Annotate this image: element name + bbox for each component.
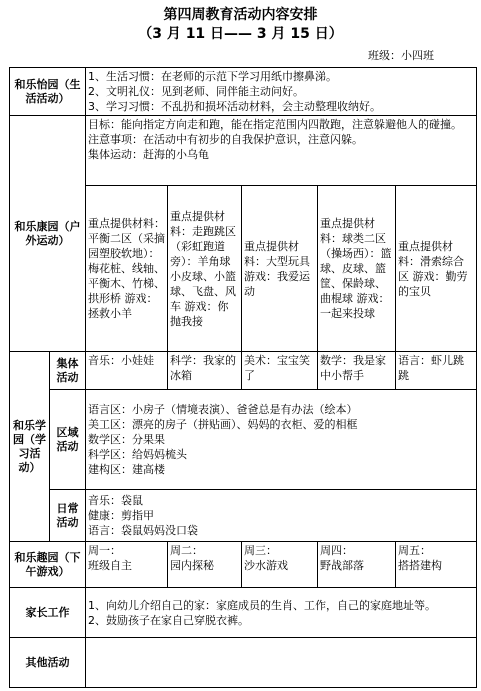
class-label: 班级：小四班	[368, 49, 434, 62]
other-label: 其他活动	[10, 638, 86, 688]
daily-line: 健康：剪指甲	[88, 509, 154, 522]
learning-label: 和乐学园（学习活动）	[10, 352, 50, 542]
game-cell	[242, 542, 318, 588]
game-name: 班级自主	[88, 559, 132, 572]
game-day: 周五：	[398, 544, 431, 557]
daily-content	[86, 490, 477, 542]
area-label: 区域活动	[50, 390, 86, 490]
other-content	[86, 638, 477, 688]
game-name: 园内探秘	[170, 559, 214, 572]
area-line: 数学区：分果果	[88, 433, 165, 446]
daily-row	[10, 490, 477, 542]
life-label: 和乐怡园（生活活动）	[10, 68, 86, 116]
game-cell	[86, 542, 168, 588]
collective-label: 集体活动	[50, 352, 86, 390]
game-name: 沙水游戏	[244, 559, 288, 572]
game-day: 周二：	[170, 544, 203, 557]
outdoor-material-cell: 重点提供材料：平衡二区（采摘园塑胶软地）：梅花桩、线轴、平衡木、竹梯、拱形桥 游戏：拯救小羊	[86, 186, 168, 352]
area-line: 美工区：漂亮的房子（拼贴画）、妈妈的衣柜、爱的相框	[88, 418, 358, 431]
life-line: 1、生活习惯：在老师的示范下学习用纸巾擦鼻涕。	[88, 70, 337, 83]
daily-line: 语言：袋鼠妈妈没口袋	[88, 524, 198, 537]
parents-row	[10, 588, 477, 638]
game-cell	[168, 542, 242, 588]
outdoor-material-cell: 重点提供材料：走跑跳区（彩虹跑道旁）：羊角球 小皮球、小篮球、飞盘、风车 游戏：你抛我接	[168, 186, 242, 352]
area-line: 科学区：给妈妈梳头	[88, 448, 187, 461]
daily-label: 日常活动	[50, 490, 86, 542]
game-cell	[396, 542, 477, 588]
collective-cell: 音乐：小娃娃	[86, 352, 168, 390]
area-row	[10, 390, 477, 490]
games-label: 和乐趣园（下午游戏）	[10, 542, 86, 588]
game-name: 野战部落	[320, 559, 364, 572]
game-name: 搭搭建构	[398, 559, 442, 572]
collective-cell: 语言：虾儿跳跳	[396, 352, 477, 390]
game-cell	[318, 542, 396, 588]
life-content	[86, 68, 477, 116]
outdoor-group: 集体运动：赶海的小乌龟	[88, 148, 209, 161]
life-row	[10, 68, 477, 116]
parents-label: 家长工作	[10, 588, 86, 638]
area-line: 语言区：小房子（情境表演）、爸爸总是有办法（绘本）	[88, 403, 358, 416]
outdoor-row	[10, 116, 477, 186]
date-range: （3 月 11 日—— 3 月 15 日）	[138, 26, 343, 42]
life-line: 3、学习习惯：不乱扔和损坏活动材料，会主动整理收纳好。	[88, 100, 381, 113]
outdoor-material-cell: 重点提供材料：大型玩具 游戏：我爱运动	[242, 186, 318, 352]
collective-cell: 数学：我是家中小帮手	[318, 352, 396, 390]
outdoor-info	[86, 116, 477, 186]
parents-content	[86, 588, 477, 638]
area-content	[86, 390, 477, 490]
schedule-table	[9, 67, 477, 688]
collective-cell: 美术：宝宝笑了	[242, 352, 318, 390]
game-day: 周四：	[320, 544, 353, 557]
outdoor-material-cell: 重点提供材料：球类二区（操场西）：篮球、皮球、篮筐、保龄球、曲棍球 游戏：一起来投球	[318, 186, 396, 352]
game-day: 周三：	[244, 544, 277, 557]
life-line: 2、文明礼仪：见到老师、同伴能主动问好。	[88, 85, 304, 98]
daily-line: 音乐：袋鼠	[88, 494, 143, 507]
outdoor-material-cell: 重点提供材料：滑索综合区 游戏：勤劳的宝贝	[396, 186, 477, 352]
page-title: 第四周教育活动内容安排	[163, 7, 318, 23]
other-row	[10, 638, 477, 688]
parents-line: 2、鼓励孩子在家自己穿脱衣裤。	[88, 613, 249, 627]
outdoor-note: 注意事项：在活动中有初步的自我保护意识，注意闪躲。	[88, 133, 363, 146]
parents-line: 1、向幼儿介绍自己的家：家庭成员的生肖、工作，自己的家庭地址等。	[88, 598, 436, 612]
outdoor-goal: 目标：能向指定方向走和跑，能在指定范围内四散跑，注意躲避他人的碰撞。	[88, 118, 462, 131]
games-row	[10, 542, 477, 588]
area-line: 建构区：建高楼	[88, 463, 165, 476]
outdoor-label: 和乐康园（户外运动）	[10, 116, 86, 352]
game-day: 周一：	[88, 544, 121, 557]
collective-row	[10, 352, 477, 390]
collective-cell: 科学：我家的冰箱	[168, 352, 242, 390]
